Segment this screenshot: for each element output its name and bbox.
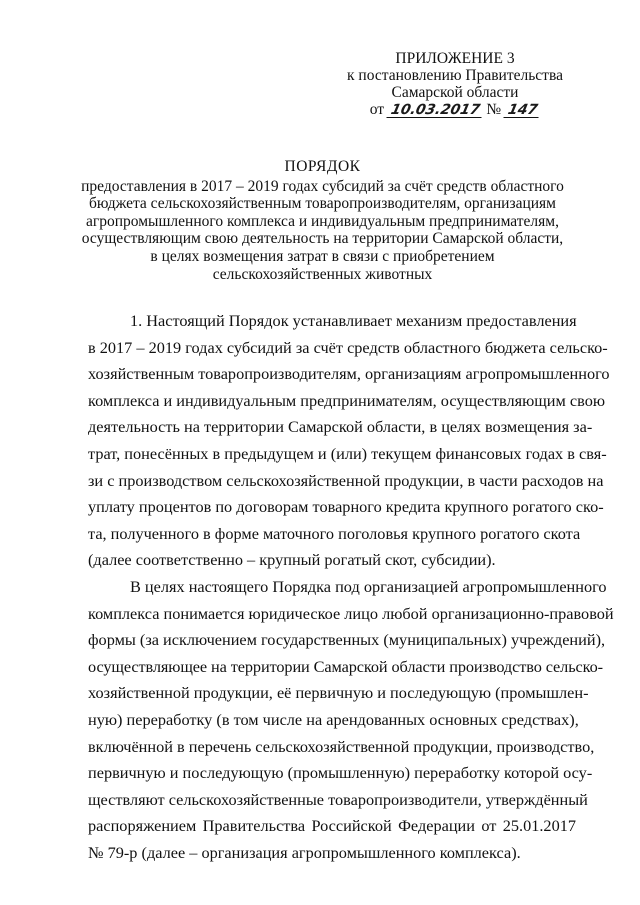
text-line: первичную и последующую (промышленную) переработку которой осу- (88, 763, 593, 783)
text-line: хозяйственной продукции, её первичную и последующую (промышлен- (88, 683, 589, 703)
subtitle-line: осуществляющим свою деятельность на территории Самарской области, (81, 230, 564, 248)
text-line: та, полученного в форме маточного поголовья крупного рогатого скота (88, 523, 581, 543)
text-line: хозяйственным товаропроизводителям, организациям агропромышленного (88, 364, 610, 384)
text-line: ную) переработку (в том числе на арендованных основных средствах), (88, 709, 579, 729)
document-body (88, 308, 614, 866)
appendix-region: Самарской области (391, 84, 519, 101)
subtitle-line: предоставления в 2017 – 2019 годах субсидий за счёт средств областного (81, 177, 564, 195)
date-prefix: от (369, 101, 385, 118)
text-line: формы (за исключением государственных (муниципальных) учреждений), (88, 630, 606, 650)
text-line: комплекса и индивидуальным предпринимателям, осуществляющим свою (88, 390, 605, 410)
subtitle-line: агропромышленного комплекса и индивидуальным предпринимателям, (86, 212, 559, 230)
paragraph-1 (88, 308, 610, 574)
text-line: в 2017 – 2019 годах субсидий за счёт средств областного бюджета сельско- (88, 337, 608, 357)
text-line: 1. Настоящий Порядок устанавливает механизм предоставления (130, 311, 577, 330)
appendix-number: ПРИЛОЖЕНИЕ 3 (395, 50, 515, 67)
text-line: № 79-р (далее – организация агропромышленного комплекса). (88, 842, 521, 862)
appendix-header (330, 50, 580, 118)
paragraph-2 (88, 574, 614, 867)
subtitle-line: сельскохозяйственных животных (212, 265, 433, 283)
text-line: деятельность на территории Самарской области, в целях возмещения за- (88, 417, 593, 437)
text-line: уплату процентов по договорам товарного кредита крупного рогатого ско- (88, 497, 604, 517)
text-line: трат, понесённых в предыдущем и (или) текущем финансовых годах в свя- (88, 443, 607, 463)
text-line: зи с производством сельскохозяйственной продукции, в части расходов на (88, 470, 604, 490)
text-line: ществляют сельскохозяйственные товаропроизводители, утверждённый (88, 789, 588, 809)
text-line: распоряжением Правительства Российской Федерации от 25.01.2017 (88, 816, 576, 836)
text-line: В целях настоящего Порядка под организацией агропромышленного (130, 576, 607, 596)
text-line: комплекса понимается юридическое лицо любой организационно-правовой (88, 603, 614, 623)
appendix-decree-reference: к постановлению Правительства (347, 67, 563, 84)
handwritten-date: 10.03.2017 (386, 103, 484, 118)
decree-date-number-line (330, 101, 580, 118)
text-line: (далее соответственно – крупный рогатый скот, субсидии). (88, 550, 496, 570)
text-line: включённой в перечень сельскохозяйственной продукции, производство, (88, 736, 595, 756)
number-prefix: № (486, 101, 502, 118)
handwritten-number: 147 (503, 103, 541, 118)
document-title: ПОРЯДОК (284, 158, 361, 175)
subtitle-line: бюджета сельскохозяйственным товаропроизводителям, организациям (89, 195, 556, 213)
subtitle-line: в целях возмещения затрат в связи с приобретением (150, 247, 495, 265)
text-line: осуществляющее на территории Самарской области производство сельско- (88, 656, 603, 676)
document-title-block (80, 158, 565, 283)
